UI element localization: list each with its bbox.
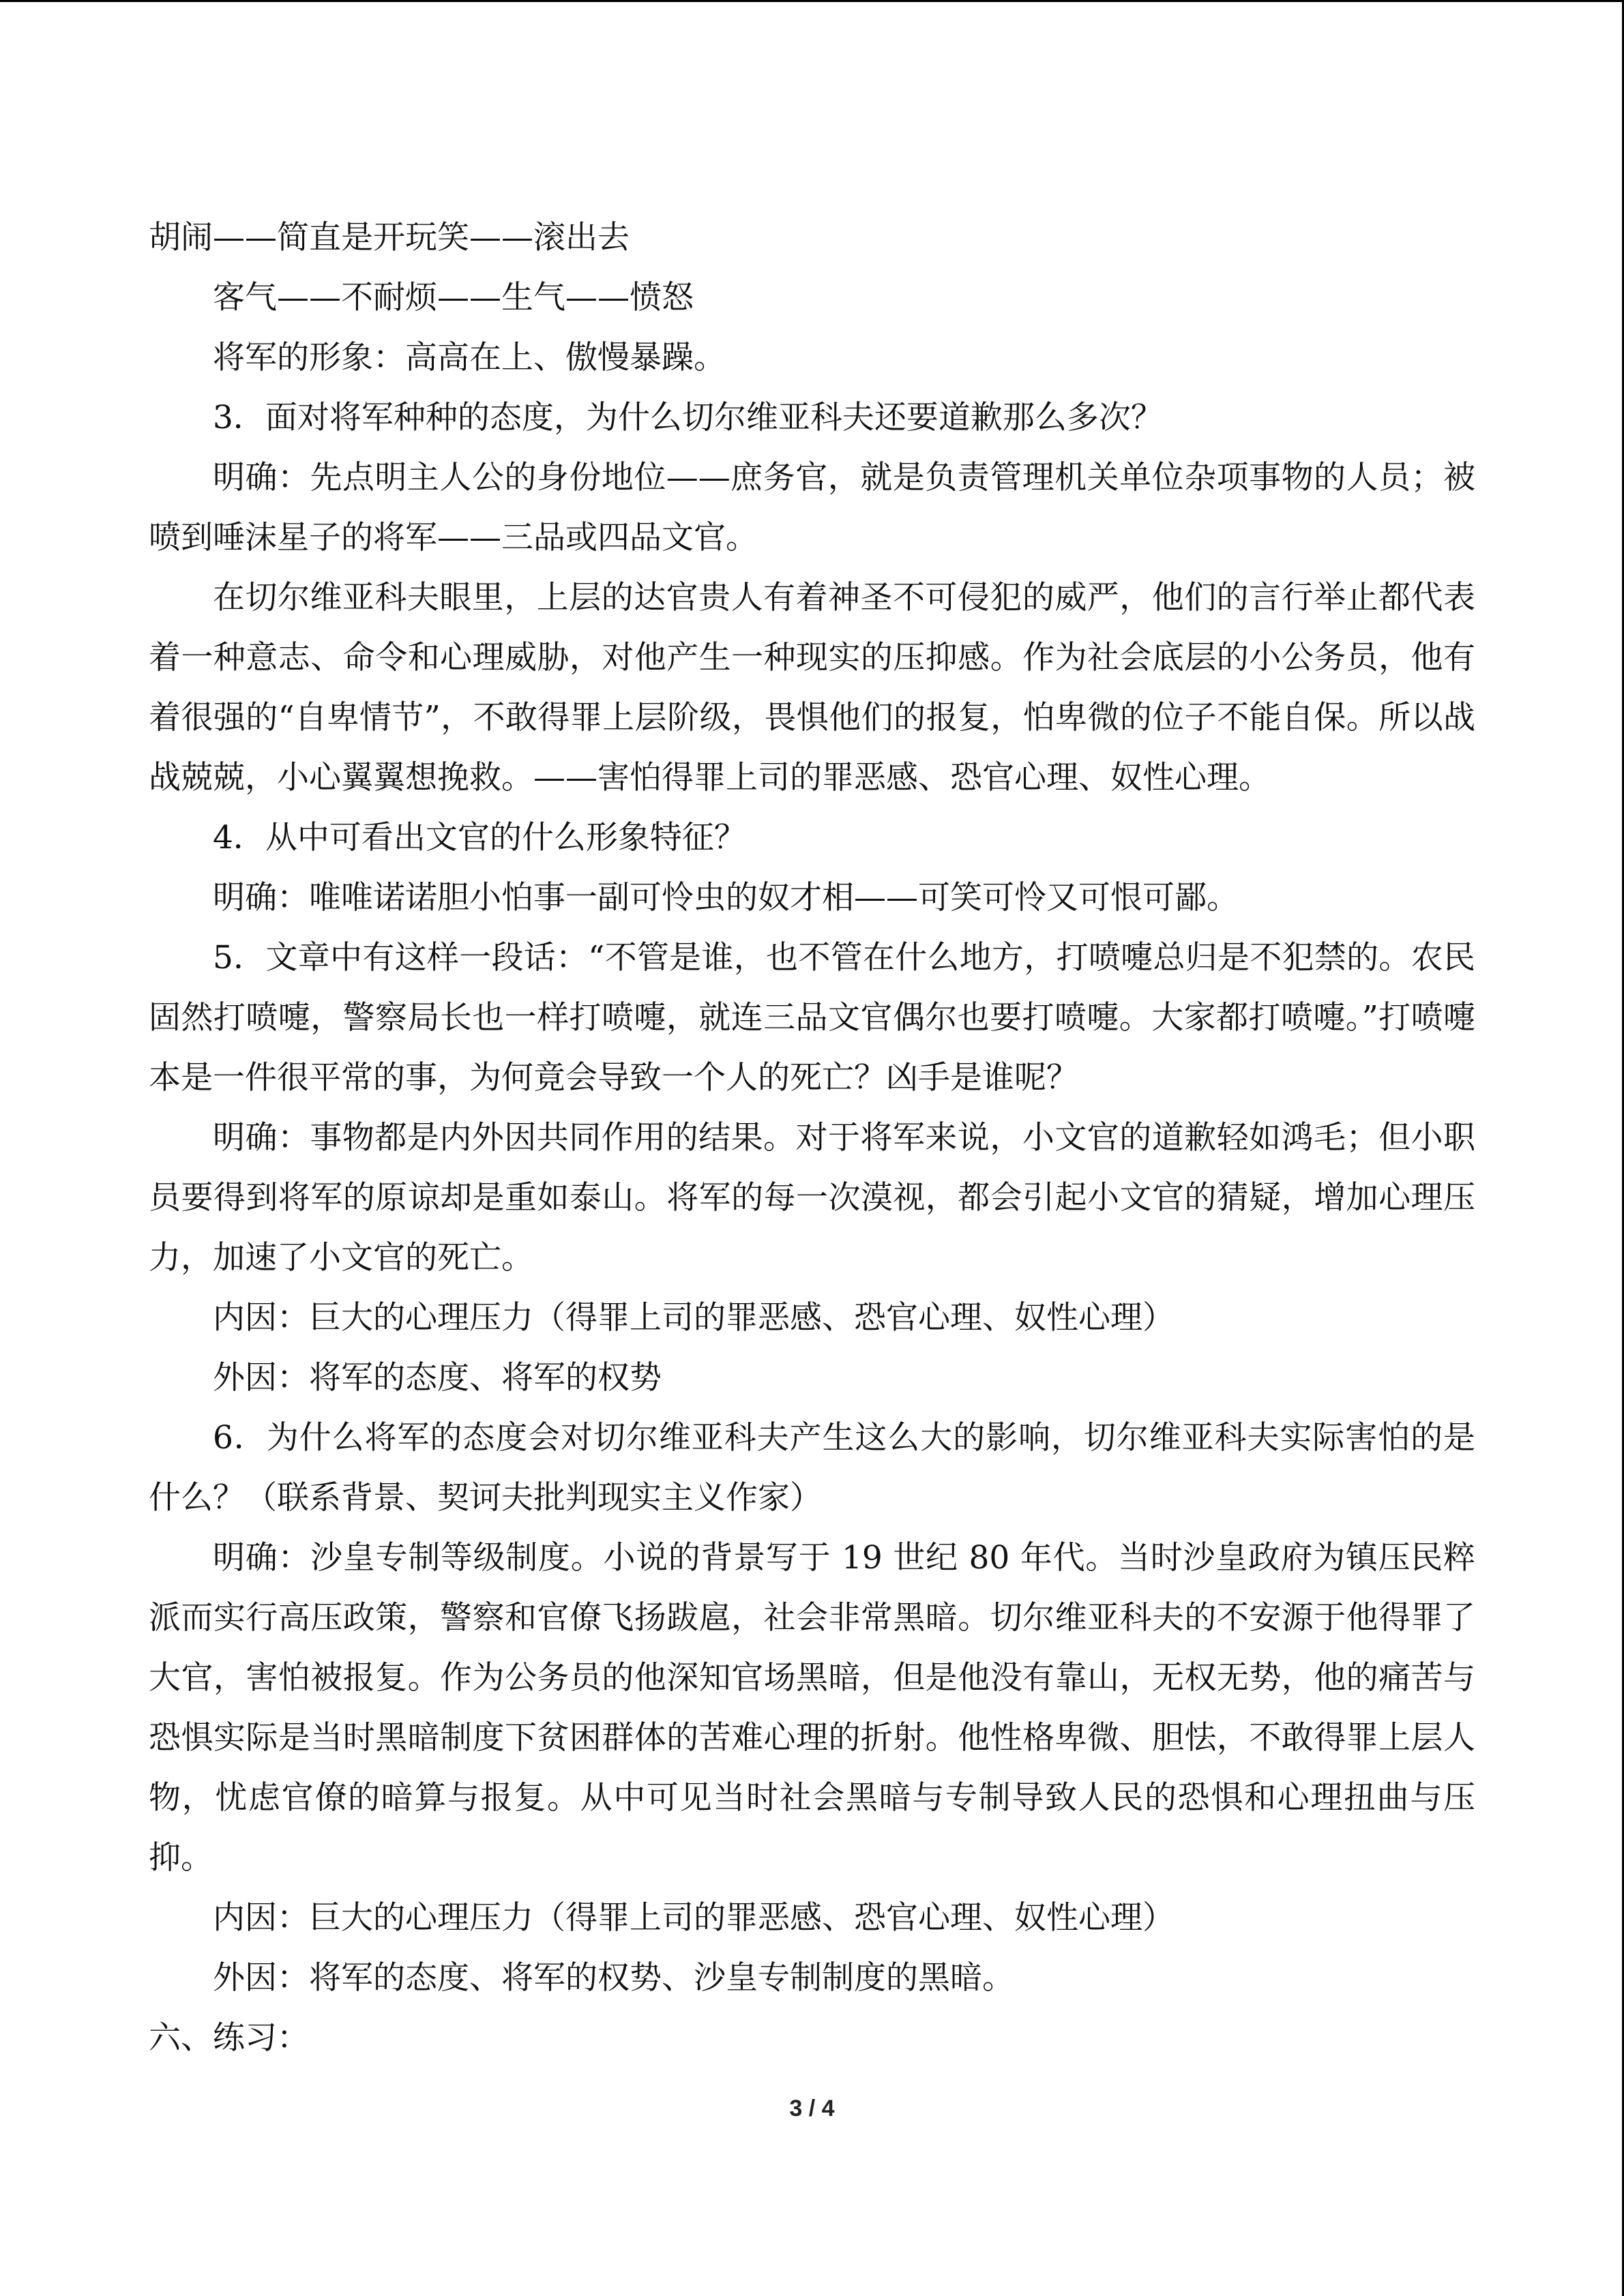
answer-6: 明确：沙皇专制等级制度。小说的背景写于 19 世纪 80 年代。当时沙皇政府为镇压民粹派而实行高压政策，警察和官僚飞扬跋扈，社会非常黑暗。切尔维亚科夫的不安源于他得罪了大官，害怕被报复。作为公务员的他深知官场黑暗，但是他没有靠山，无权无势，他的痛苦与恐惧实际是当时黑暗制度下贫困群体的苦难心理的折射。他性格卑微、胆怯，不敢得罪上层人物，忧虑官僚的暗算与报复。从中可见当时社会黑暗与专制导致人民的恐惧和心理扭曲与压抑。 [149, 1539, 1475, 1877]
question-6: 6．为什么将军的态度会对切尔维亚科夫产生这么大的影响，切尔维亚科夫实际害怕的是什么？（联系背景、契诃夫批判现实主义作家） [149, 1419, 1475, 1517]
question-3: 3．面对将军种种的态度，为什么切尔维亚科夫还要道歉那么多次？ [213, 399, 1163, 436]
answer-6-internal-cause: 内因：巨大的心理压力（得罪上司的罪恶感、恐官心理、奴性心理） [213, 1899, 1175, 1937]
page-number: 3 / 4 [789, 2096, 835, 2121]
answer-3-analysis: 在切尔维亚科夫眼里，上层的达官贵人有着神圣不可侵犯的威严，他们的言行举止都代表着一种意志、命令和心理威胁，对他产生一种现实的压抑感。作为社会底层的小公务员，他有着很强的“自卑情节”，不敢得罪上层阶级，畏惧他们的报复，怕卑微的位子不能自保。所以战战兢兢，小心翼翼想挽救。——害怕得罪上司的罪恶感、恐官心理、奴性心理。 [149, 579, 1475, 796]
answer-3-identity: 明确：先点明主人公的身份地位——庶务官，就是负责管理机关单位杂项事物的人员；被喷到唾沫星子的将军——三品或四品文官。 [149, 459, 1475, 556]
answer-6-external-cause: 外因：将军的态度、将军的权势、沙皇专制制度的黑暗。 [213, 1959, 1014, 1997]
answer-5-external-cause: 外因：将军的态度、将军的权势 [213, 1359, 662, 1397]
question-5: 5．文章中有这样一段话：“不管是谁，也不管在什么地方，打喷嚏总归是不犯禁的。农民固然打喷嚏，警察局长也一样打喷嚏，就连三品文官偶尔也要打喷嚏。大家都打喷嚏。”打喷嚏本是一件很平常的事，为何竟会导致一个人的死亡？凶手是谁呢？ [149, 939, 1475, 1097]
section-heading-exercises: 六、练习： [149, 2019, 309, 2057]
document-body [149, 208, 1475, 2068]
question-4: 4．从中可看出文官的什么形象特征？ [213, 819, 746, 856]
paragraph-general-image: 将军的形象：高高在上、傲慢暴躁。 [213, 339, 726, 376]
paragraph-politeness-progression: 客气——不耐烦——生气——愤怒 [213, 279, 694, 316]
answer-5-internal-cause: 内因：巨大的心理压力（得罪上司的罪恶感、恐官心理、奴性心理） [213, 1299, 1175, 1337]
paragraph-insult-progression: 胡闹——简直是开玩笑——滚出去 [149, 219, 630, 256]
answer-4: 明确：唯唯诺诺胆小怕事一副可怜虫的奴才相——可笑可怜又可恨可鄙。 [213, 879, 1239, 916]
answer-5: 明确：事物都是内外因共同作用的结果。对于将军来说，小文官的道歉轻如鸿毛；但小职员要得到将军的原谅却是重如泰山。将军的每一次漠视，都会引起小文官的猜疑，增加心理压力，加速了小文官的死亡。 [149, 1119, 1475, 1277]
